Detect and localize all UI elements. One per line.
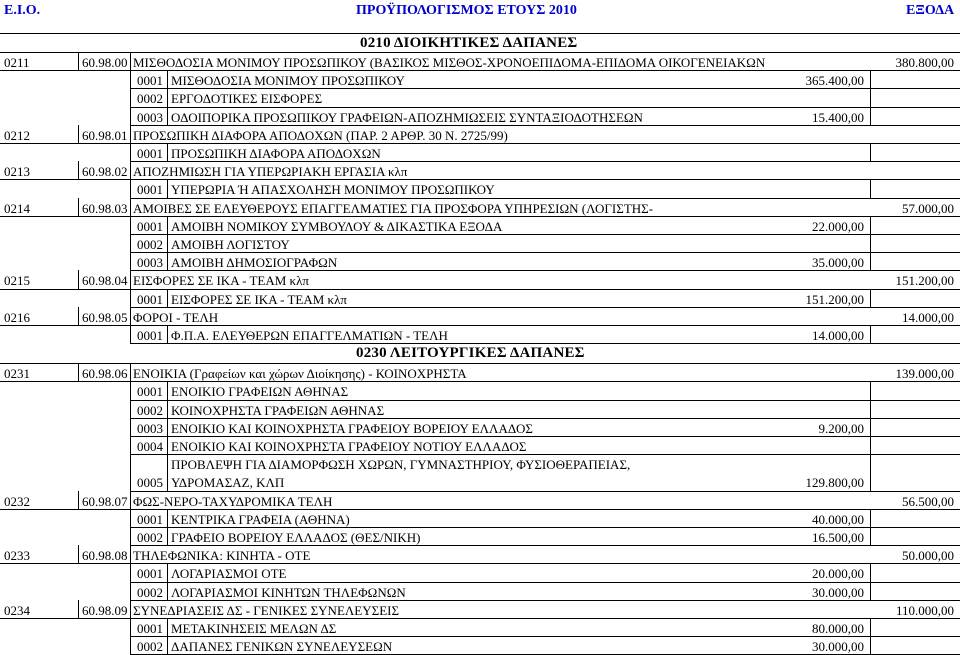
line-description: ΜΙΣΘΟΔΟΣΙΑ ΜΟΝΙΜΟΥ ΠΡΟΣΩΠΙΚΟΥ (ΒΑΣΙΚΟΣ ΜΙΣΘΟΣ-ΧΡΟΝΟΕΠΙΔΟΜΑ-ΕΠΙΔΟΜΑ ΟΙΚΟΓΕΝΕΙΑΚΩΝ xyxy=(133,55,766,70)
sub-description: ΠΡΟΒΛΕΨΗ ΓΙΑ ΔΙΑΜΟΡΦΩΣΗ ΧΩΡΩΝ, ΓΥΜΝΑΣΤΗΡΙΟΥ, ΦΥΣΙΟΘΕΡΑΠΕΙΑΣ, xyxy=(171,457,631,473)
rule xyxy=(130,436,131,454)
sub-description: ΕΙΣΦΟΡΕΣ ΣΕ ΙΚΑ - ΤΕΑΜ κλπ xyxy=(171,291,347,307)
ledger-number: 60.98.05 xyxy=(82,309,128,325)
line-description: ΦΟΡΟΙ - ΤΕΛΗ xyxy=(133,309,219,325)
sub-code: 0001 xyxy=(137,384,163,400)
rule xyxy=(130,307,960,308)
rule xyxy=(870,509,871,527)
rule xyxy=(870,289,871,307)
sub-code: 0001 xyxy=(137,566,163,582)
rule xyxy=(167,179,168,197)
rule xyxy=(167,252,168,270)
rule xyxy=(130,381,131,399)
rule xyxy=(870,325,871,343)
sub-description: ΜΕΤΑΚΙΝΗΣΕΙΣ ΜΕΛΩΝ ΔΣ xyxy=(171,621,337,636)
sub-description: ΥΠΕΡΩΡΙΑ Ή ΑΠΑΣΧΟΛΗΣΗ ΜΟΝΙΜΟΥ ΠΡΟΣΩΠΙΚΟΥ xyxy=(171,182,495,198)
rule xyxy=(130,88,131,106)
account-code: 0212 xyxy=(4,127,30,143)
sub-code: 0002 xyxy=(137,237,163,252)
line-description: ΕΝΟΙΚΙΑ (Γραφείων και χώρων Διοίκησης) - ΚΟΙΝΟΧΡΗΣΤΑ xyxy=(133,366,467,382)
rule xyxy=(78,545,79,563)
sub-code: 0001 xyxy=(137,328,163,343)
rule xyxy=(870,400,871,418)
rule xyxy=(130,234,131,252)
sub-amount: 20.000,00 xyxy=(812,566,864,582)
rule xyxy=(870,436,871,454)
line-description: ΑΜΟΙΒΕΣ ΣΕ ΕΛΕΥΘΕΡΟΥΣ ΕΠΑΓΓΕΛΜΑΤΙΕΣ ΓΙΑ ΠΡΟΣΦΟΡΑ ΥΠΗΡΕΣΙΩΝ (ΛΟΓΙΣΤΗΣ- xyxy=(133,200,654,216)
ledger-number: 60.98.06 xyxy=(82,366,128,382)
rule xyxy=(130,161,960,162)
document-type: ΕΞΟΔΑ xyxy=(906,3,955,18)
rule xyxy=(130,636,960,637)
line-total: 50.000,00 xyxy=(902,548,954,564)
rule xyxy=(130,325,131,343)
sub-amount: 30.000,00 xyxy=(812,584,864,600)
sub-code: 0002 xyxy=(137,584,163,600)
account-code: 0211 xyxy=(4,55,30,70)
rule xyxy=(130,563,131,581)
rule xyxy=(130,216,131,234)
rule xyxy=(167,216,168,234)
rule xyxy=(167,582,168,600)
rule xyxy=(130,161,131,179)
rule xyxy=(130,454,131,490)
account-code: 0231 xyxy=(4,366,30,382)
rule xyxy=(130,179,131,197)
sub-code: 0004 xyxy=(137,439,163,454)
rule xyxy=(870,234,871,252)
sub-description: ΑΜΟΙΒΗ ΛΟΓΙΣΤΟΥ xyxy=(171,237,290,252)
rule xyxy=(0,563,960,564)
rule xyxy=(870,582,871,600)
rule xyxy=(0,179,960,180)
rule xyxy=(870,179,871,197)
org-abbrev: Ε.Ι.Ο. xyxy=(4,3,41,18)
rule xyxy=(130,88,960,89)
rule xyxy=(78,307,79,325)
line-description: ΑΠΟΖΗΜΙΩΣΗ ΓΙΑ ΥΠΕΡΩΡΙΑΚΗ ΕΡΓΑΣΙΑ κλπ xyxy=(133,164,408,180)
rule xyxy=(78,52,79,70)
account-code: 0233 xyxy=(4,548,30,564)
rule xyxy=(78,198,79,216)
sub-description: ΠΡΟΣΩΠΙΚΗ ΔΙΑΦΟΡΑ ΑΠΟΔΟΧΩΝ xyxy=(171,146,381,161)
section-heading-0230: 0230 ΛΕΙΤΟΥΡΓΙΚΕΣ ΔΑΠΑΝΕΣ xyxy=(356,345,585,362)
rule xyxy=(130,343,960,344)
ledger-number: 60.98.08 xyxy=(82,548,128,564)
rule xyxy=(130,545,960,546)
line-description: ΠΡΟΣΩΠΙΚΗ ΔΙΑΦΟΡΑ ΑΠΟΔΟΧΩΝ (ΠΑΡ. 2 ΑΡΘΡ. 30 Ν. 2725/99) xyxy=(133,127,508,143)
rule xyxy=(130,400,131,418)
rule xyxy=(130,454,960,455)
sub-description: ΕΡΓΟΔΟΤΙΚΕΣ ΕΙΣΦΟΡΕΣ xyxy=(171,91,323,107)
line-total: 380.800,00 xyxy=(895,55,954,70)
sub-amount: 15.400,00 xyxy=(812,109,864,125)
account-code: 0234 xyxy=(4,602,30,618)
sub-amount: 80.000,00 xyxy=(812,621,864,636)
rule xyxy=(167,400,168,418)
rule xyxy=(167,107,168,125)
line-total: 57.000,00 xyxy=(902,200,954,216)
sub-description: ΜΙΣΘΟΔΟΣΙΑ ΜΟΝΙΜΟΥ ΠΡΟΣΩΠΙΚΟΥ xyxy=(171,73,405,89)
sub-amount: 151.200,00 xyxy=(805,291,864,307)
rule xyxy=(167,143,168,161)
rule xyxy=(130,107,131,125)
sub-code: 0001 xyxy=(137,511,163,527)
rule xyxy=(130,582,131,600)
sub-description: ΛΟΓΑΡΙΑΣΜΟΙ ΟΤΕ xyxy=(171,566,287,582)
sub-description: ΕΝΟΙΚΙΟ ΓΡΑΦΕΙΩΝ ΑΘΗΝΑΣ xyxy=(171,384,349,400)
rule xyxy=(870,216,871,234)
line-description: ΣΥΝΕΔΡΙΑΣΕΙΣ ΔΣ - ΓΕΝΙΚΕΣ ΣΥΝΕΛΕΥΣΕΙΣ xyxy=(133,602,400,618)
rule xyxy=(130,618,131,636)
rule xyxy=(167,70,168,88)
rule xyxy=(130,234,960,235)
rule xyxy=(167,527,168,545)
rule xyxy=(870,636,871,654)
rule xyxy=(167,436,168,454)
sub-code: 0002 xyxy=(137,402,163,418)
line-description: ΤΗΛΕΦΩΝΙΚΑ: ΚΙΝΗΤΑ - ΟΤΕ xyxy=(133,548,311,564)
rule xyxy=(78,161,79,179)
rule xyxy=(167,234,168,252)
sub-description-cont: ΥΔΡΟΜΑΣΑΖ, ΚΛΠ xyxy=(171,475,285,491)
account-code: 0214 xyxy=(4,200,30,216)
rule xyxy=(0,363,960,364)
rule xyxy=(870,527,871,545)
line-total: 56.500,00 xyxy=(902,493,954,509)
rule xyxy=(130,600,960,601)
rule xyxy=(0,70,960,71)
rule xyxy=(167,618,168,636)
sub-description: ΟΔΟΙΠΟΡΙΚΑ ΠΡΟΣΩΠΙΚΟΥ ΓΡΑΦΕΙΩΝ-ΑΠΟΖΗΜΙΩΣΕΙΣ ΣΥΝΤΑΞΙΟΔΟΤΗΣΕΩΝ xyxy=(171,109,643,125)
rule xyxy=(167,289,168,307)
rule xyxy=(167,636,168,654)
sub-description: ΕΝΟΙΚΙΟ ΚΑΙ ΚΟΙΝΟΧΡΗΣΤΑ ΓΡΑΦΕΙΟΥ ΒΟΡΕΙΟΥ ΕΛΛΑΔΟΣ xyxy=(171,420,533,436)
rule xyxy=(130,52,131,70)
sub-amount: 16.500,00 xyxy=(812,530,864,545)
rule xyxy=(130,307,131,325)
sub-code: 0001 xyxy=(137,621,163,636)
rule xyxy=(870,252,871,270)
sub-amount: 129.800,00 xyxy=(805,475,864,491)
rule xyxy=(167,454,168,490)
sub-code: 0003 xyxy=(137,255,163,271)
sub-description: ΑΜΟΙΒΗ ΝΟΜΙΚΟΥ ΣΥΜΒΟΥΛΟΥ & ΔΙΚΑΣΤΙΚΑ ΕΞΟΔΑ xyxy=(171,218,503,234)
sub-code: 0001 xyxy=(137,146,163,161)
sub-code: 0002 xyxy=(137,639,163,655)
rule xyxy=(130,125,960,126)
rule xyxy=(870,418,871,436)
account-code: 0232 xyxy=(4,493,30,509)
ledger-number: 60.98.02 xyxy=(82,164,128,180)
rule xyxy=(167,381,168,399)
line-description: ΦΩΣ-ΝΕΡΟ-ΤΑΧΥΔΡΟΜΙΚΑ ΤΕΛΗ xyxy=(133,493,333,509)
sub-amount: 14.000,00 xyxy=(812,328,864,343)
sub-description: ΓΡΑΦΕΙΟ ΒΟΡΕΙΟΥ ΕΛΛΑΔΟΣ (ΘΕΣ/ΝΙΚΗ) xyxy=(171,530,421,545)
rule xyxy=(130,125,131,143)
rule xyxy=(870,88,871,106)
rule xyxy=(167,418,168,436)
sub-code: 0001 xyxy=(137,218,163,234)
sub-code: 0002 xyxy=(137,530,163,545)
rule xyxy=(130,70,131,88)
sub-description: ΚΕΝΤΡΙΚΑ ΓΡΑΦΕΙΑ (ΑΘΗΝΑ) xyxy=(171,511,350,527)
rule xyxy=(78,270,79,288)
line-total: 14.000,00 xyxy=(902,309,954,325)
rule xyxy=(167,325,168,343)
sub-amount: 365.400,00 xyxy=(805,73,864,89)
sub-code: 0005 xyxy=(137,475,163,491)
rule xyxy=(870,381,871,399)
line-description: ΕΙΣΦΟΡΕΣ ΣΕ ΙΚΑ - ΤΕΑΜ κλπ xyxy=(133,273,309,289)
document-header xyxy=(0,0,960,22)
rule xyxy=(130,270,960,271)
ledger-number: 60.98.03 xyxy=(82,200,128,216)
rule xyxy=(130,363,131,381)
sub-amount: 30.000,00 xyxy=(812,639,864,655)
rule xyxy=(870,70,871,88)
rule xyxy=(130,143,131,161)
rule xyxy=(0,33,960,34)
sub-code: 0003 xyxy=(137,109,163,125)
rule xyxy=(78,491,79,509)
rule xyxy=(870,618,871,636)
rule xyxy=(0,52,960,53)
sub-code: 0001 xyxy=(137,291,163,307)
rule xyxy=(78,600,79,618)
rule xyxy=(0,216,960,217)
sub-description: ΛΟΓΑΡΙΑΣΜΟΙ ΚΙΝΗΤΩΝ ΤΗΛΕΦΩΝΩΝ xyxy=(171,584,406,600)
rule xyxy=(0,509,960,510)
ledger-number: 60.98.01 xyxy=(82,127,128,143)
rule xyxy=(167,509,168,527)
ledger-number: 60.98.09 xyxy=(82,602,128,618)
rule xyxy=(130,527,131,545)
rule xyxy=(130,491,960,492)
rule xyxy=(870,143,871,161)
ledger-number: 60.98.07 xyxy=(82,493,128,509)
sub-description: ΑΜΟΙΒΗ ΔΗΜΟΣΙΟΓΡΑΦΩΝ xyxy=(171,255,338,271)
rule xyxy=(0,143,960,144)
ledger-number: 60.98.00 xyxy=(82,55,128,70)
rule xyxy=(0,618,960,619)
sub-amount: 35.000,00 xyxy=(812,255,864,271)
rule xyxy=(130,582,960,583)
rule xyxy=(130,545,131,563)
sub-amount: 9.200,00 xyxy=(818,420,864,436)
sub-description: ΕΝΟΙΚΙΟ ΚΑΙ ΚΟΙΝΟΧΡΗΣΤΑ ΓΡΑΦΕΙΟΥ ΝΟΤΙΟΥ ΕΛΛΑΔΟΣ xyxy=(171,439,527,454)
rule xyxy=(130,400,960,401)
rule xyxy=(870,563,871,581)
sub-description: Φ.Π.Α. ΕΛΕΥΘΕΡΩΝ ΕΠΑΓΓΕΛΜΑΤΙΩΝ - ΤΕΛΗ xyxy=(171,328,448,343)
rule xyxy=(130,252,960,253)
account-code: 0213 xyxy=(4,164,30,180)
sub-amount: 40.000,00 xyxy=(812,511,864,527)
line-total: 151.200,00 xyxy=(895,273,954,289)
rule xyxy=(130,289,131,307)
rule xyxy=(167,88,168,106)
rule xyxy=(130,198,131,216)
sub-code: 0002 xyxy=(137,91,163,107)
rule xyxy=(130,107,960,108)
rule xyxy=(78,363,79,381)
rule xyxy=(870,107,871,125)
rule xyxy=(130,491,131,509)
rule xyxy=(130,198,960,199)
rule xyxy=(130,509,131,527)
rule xyxy=(130,418,131,436)
rule xyxy=(130,270,131,288)
ledger-number: 60.98.04 xyxy=(82,273,128,289)
rule xyxy=(130,636,131,654)
line-total: 139.000,00 xyxy=(895,366,954,382)
sub-code: 0001 xyxy=(137,182,163,198)
rule xyxy=(130,527,960,528)
document-title: ΠΡΟΫΠΟΛΟΓΙΣΜΟΣ ΕΤΟΥΣ 2010 xyxy=(356,3,577,18)
line-total: 110.000,00 xyxy=(895,602,954,618)
rule xyxy=(870,454,871,490)
rule xyxy=(0,289,960,290)
account-code: 0215 xyxy=(4,273,30,289)
rule xyxy=(130,418,960,419)
section-heading-0210: 0210 ΔΙΟΙΚΗΤΙΚΕΣ ΔΑΠΑΝΕΣ xyxy=(360,35,578,51)
rule xyxy=(130,600,131,618)
account-code: 0216 xyxy=(4,309,30,325)
sub-code: 0001 xyxy=(137,73,163,89)
rule xyxy=(167,563,168,581)
sub-amount: 22.000,00 xyxy=(812,218,864,234)
sub-code: 0003 xyxy=(137,420,163,436)
rule xyxy=(0,381,960,382)
rule xyxy=(0,325,960,326)
rule xyxy=(78,125,79,143)
sub-description: ΔΑΠΑΝΕΣ ΓΕΝΙΚΩΝ ΣΥΝΕΛΕΥΣΕΩΝ xyxy=(171,639,393,655)
rule xyxy=(130,436,960,437)
rule xyxy=(130,252,131,270)
sub-description: ΚΟΙΝΟΧΡΗΣΤΑ ΓΡΑΦΕΙΩΝ ΑΘΗΝΑΣ xyxy=(171,402,385,418)
